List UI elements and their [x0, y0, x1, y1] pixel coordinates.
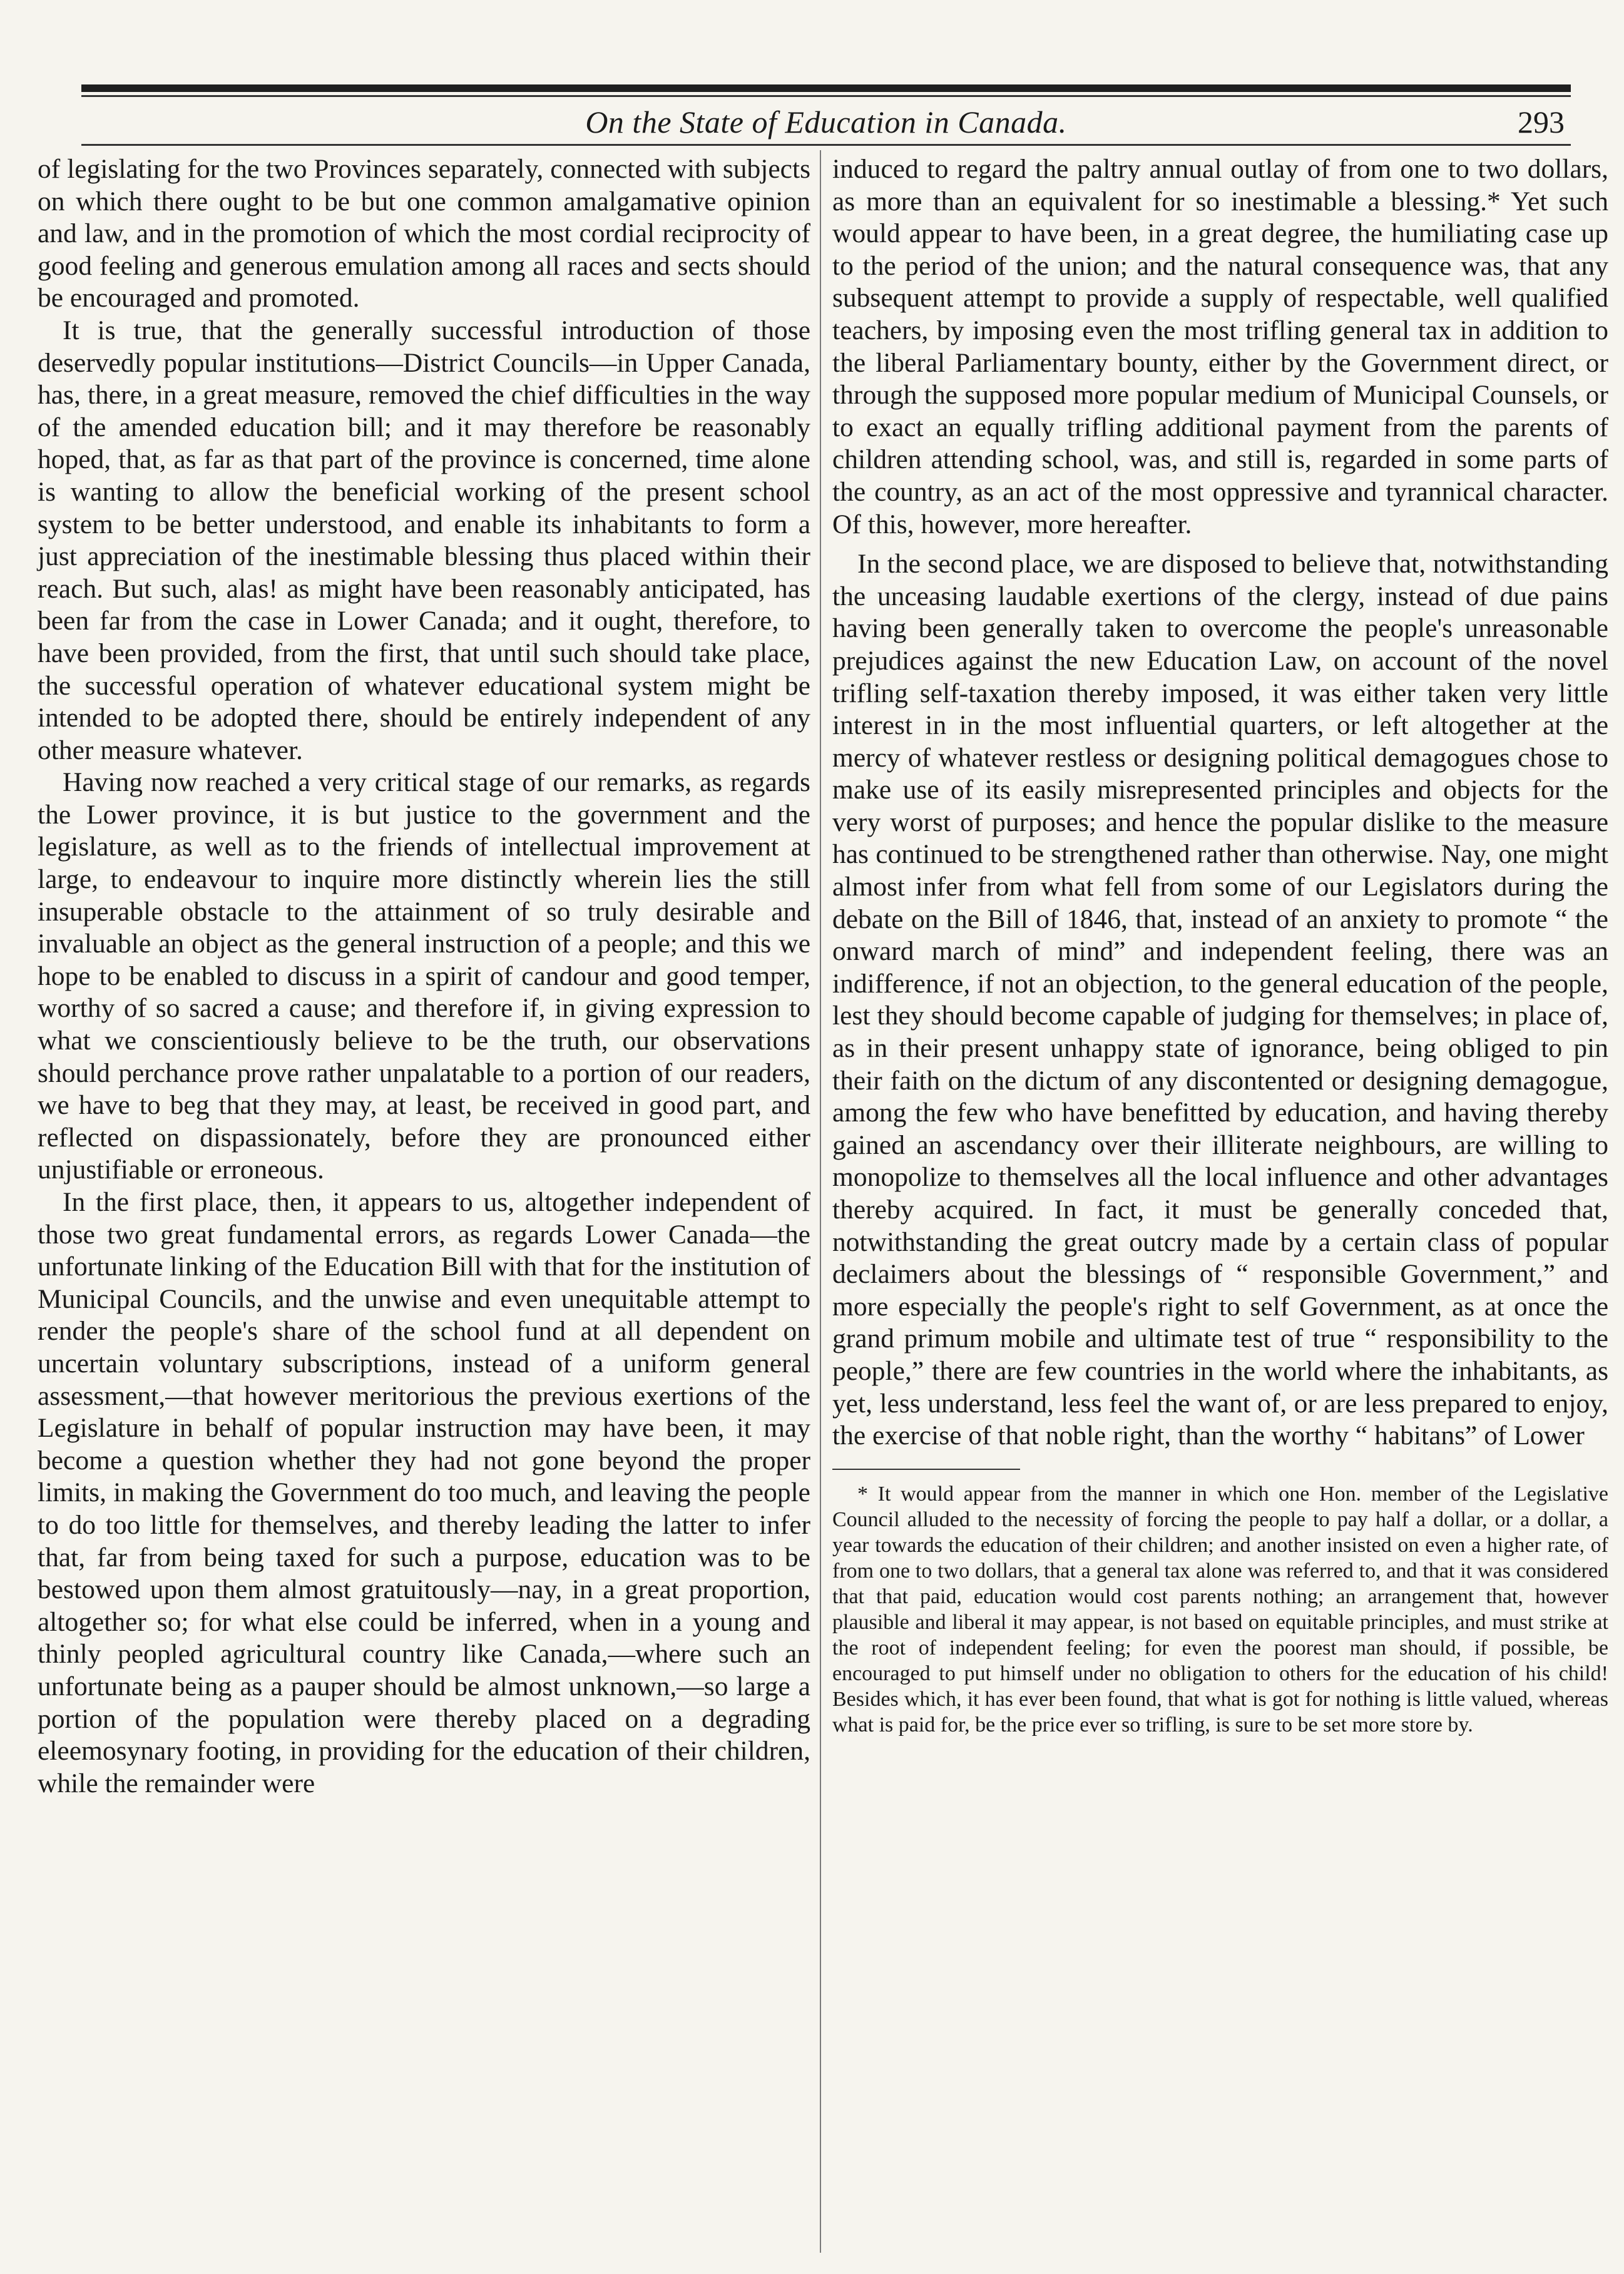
paragraph: In the second place, we are disposed to believe that, notwithstanding the unceasing laudable exertions of the clergy, instead of due pains having been generally taken to overcome the people's unreasonable prejudices against the new Education Law, on account of the novel trifling self-taxation thereby imposed, it was either taken very little interest in in the most influential quarters, or left altogether at the mercy of whatever restless or designing political demagogues chose to make use of its easily misrepresented principles and objects for the very worst of purposes; and hence the popular dislike to the measure has continued to be strengthened rather than otherwise. Nay, one might almost infer from what fell from some of our Legislators during the debate on the Bill of 1846, that, instead of an anxiety to promote “ the onward march of mind” and independent feeling, there was an indifference, if not an objection, to the general education of the people, lest they should become capable of judging for themselves; in place of, as in their present unhappy state of ignorance, being obliged to pin their faith on the dictum of any discontented or designing demagogue, among the few who have benefitted by education, and having thereby gained an ascendancy over their illiterate neighbours, are willing to monopolize to themselves all the local influence and other advantages thereby acquired. In fact, it must be generally conceded that, notwithstanding the great outcry made by a certain class of popular declaimers about the blessings of “ responsible Government,” and more especially the people's right to self Government, as at once the grand primum mobile and ultimate test of true “ responsibility to the people,” there are few countries in the world where the inhabitants, as yet, less understand, less feel the want of, or are less prepared to enjoy, the exercise of that noble right, than the worthy “ habitans” of Lower: [832, 549, 1608, 1451]
paragraph: of legislating for the two Provinces separately, connected with subjects on which there ought to be but one common amalgamative opinion and law, and in the promotion of which the most cordial reciprocity of good feeling and generous emulation among all races and sects should be encouraged and promoted.: [38, 154, 810, 314]
right-column: [832, 153, 1608, 2249]
page-number: 293: [1518, 105, 1565, 140]
left-column: [38, 153, 810, 2249]
running-header: [81, 100, 1571, 146]
footnote-rule: [832, 1469, 1020, 1470]
running-title: On the State of Education in Canada.: [585, 105, 1067, 140]
paragraph: Having now reached a very critical stage of our remarks, as regards the Lower province, it is but justice to the government and the legislature, as well as to the friends of intellectual improvement at large, to endeavour to inquire more distinctly wherein lies the still insuperable obstacle to the attainment of so truly desirable and invaluable an object as the general instruction of a people; and this we hope to be enabled to discuss in a spirit of candour and good temper, worthy of so sacred a cause; and therefore if, in giving expression to what we conscientiously believe to be the truth, our observations should perchance prove rather unpalatable to a portion of our readers, we have to beg that they may, at least, be received in good part, and reflected on dispassionately, before they are pronounced either unjustifiable or erroneous.: [38, 767, 810, 1185]
header-rule-thin: [81, 95, 1571, 97]
header-rule-thick: [81, 84, 1571, 92]
paragraph: induced to regard the paltry annual outlay of from one to two dollars, as more than an equivalent for so inestimable a blessing.* Yet such would appear to have been, in a great degree, the humiliating case up to the period of the union; and the natural consequence was, that any subsequent attempt to provide a supply of respectable, well qualified teachers, by imposing even the most trifling general tax in addition to the liberal Parliamentary bounty, either by the Government direct, or through the supposed more popular medium of Municipal Counsels, or to exact an equally trifling additional payment from the parents of children attending school, was, and still is, regarded in some parts of the country, as an act of the most oppressive and tyrannical character. Of this, however, more hereafter.: [832, 154, 1608, 539]
paragraph: In the first place, then, it appears to us, altogether independent of those two great fundamental errors, as regards Lower Canada—the unfortunate linking of the Education Bill with that for the institution of Municipal Councils, and the unwise and even unequitable attempt to render the people's share of the school fund at all dependent on uncertain voluntary subscriptions, instead of a uniform general assessment,—that however meritorious the previous exertions of the Legislature in behalf of popular instruction may have been, it may become a question whether they had not gone beyond the proper limits, in making the Government do too much, and leaving the people to do too little for themselves, and thereby leading the latter to infer that, far from being taxed for such a purpose, education was to be bestowed upon them almost gratuitously—nay, in a great proportion, altogether so; for what else could be inferred, when in a young and thinly peopled agricultural country like Canada,—where such an unfortunate being as a pauper should be almost unknown,—so large a portion of the population were thereby placed on a degrading eleemosynary footing, in providing for the education of their children, while the remainder were: [38, 1187, 810, 1798]
column-divider: [820, 150, 821, 2253]
paragraph: It is true, that the generally successful introduction of those deservedly popular institutions—District Councils—in Upper Canada, has, there, in a great measure, removed the chief difficulties in the way of the amended education bill; and it may therefore be reasonably hoped, that, as far as that part of the province is concerned, time alone is wanting to allow the beneficial working of the present school system to be better understood, and enable its inhabitants to form a just appreciation of the inestimable blessing thus placed within their reach. But such, alas! as might have been reasonably anticipated, has been far from the case in Lower Canada; and it ought, therefore, to have been provided, from the first, that until such should take place, the successful operation of whatever educational system might be intended to be adopted there, should be entirely independent of any other measure whatever.: [38, 315, 810, 765]
footnote: * It would appear from the manner in which one Hon. member of the Legislative Council alluded to the necessity of forcing the people to pay half a dollar, or a dollar, a year towards the education of their children; and another insisted on even a higher rate, of from one to two dollars, that a general tax alone was referred to, and that it was considered that that paid, education would cost parents nothing; an arrangement that, however plausible and liberal it may appear, is not based on equitable principles, and must strike at the root of independent feeling; for even the poorest man should, if possible, be encouraged to put himself under no obligation to others for the education of his child! Besides which, it has ever been found, that what is got for nothing is little valued, whereas what is paid for, be the price ever so trifling, is sure to be set more store by.: [832, 1482, 1608, 1736]
